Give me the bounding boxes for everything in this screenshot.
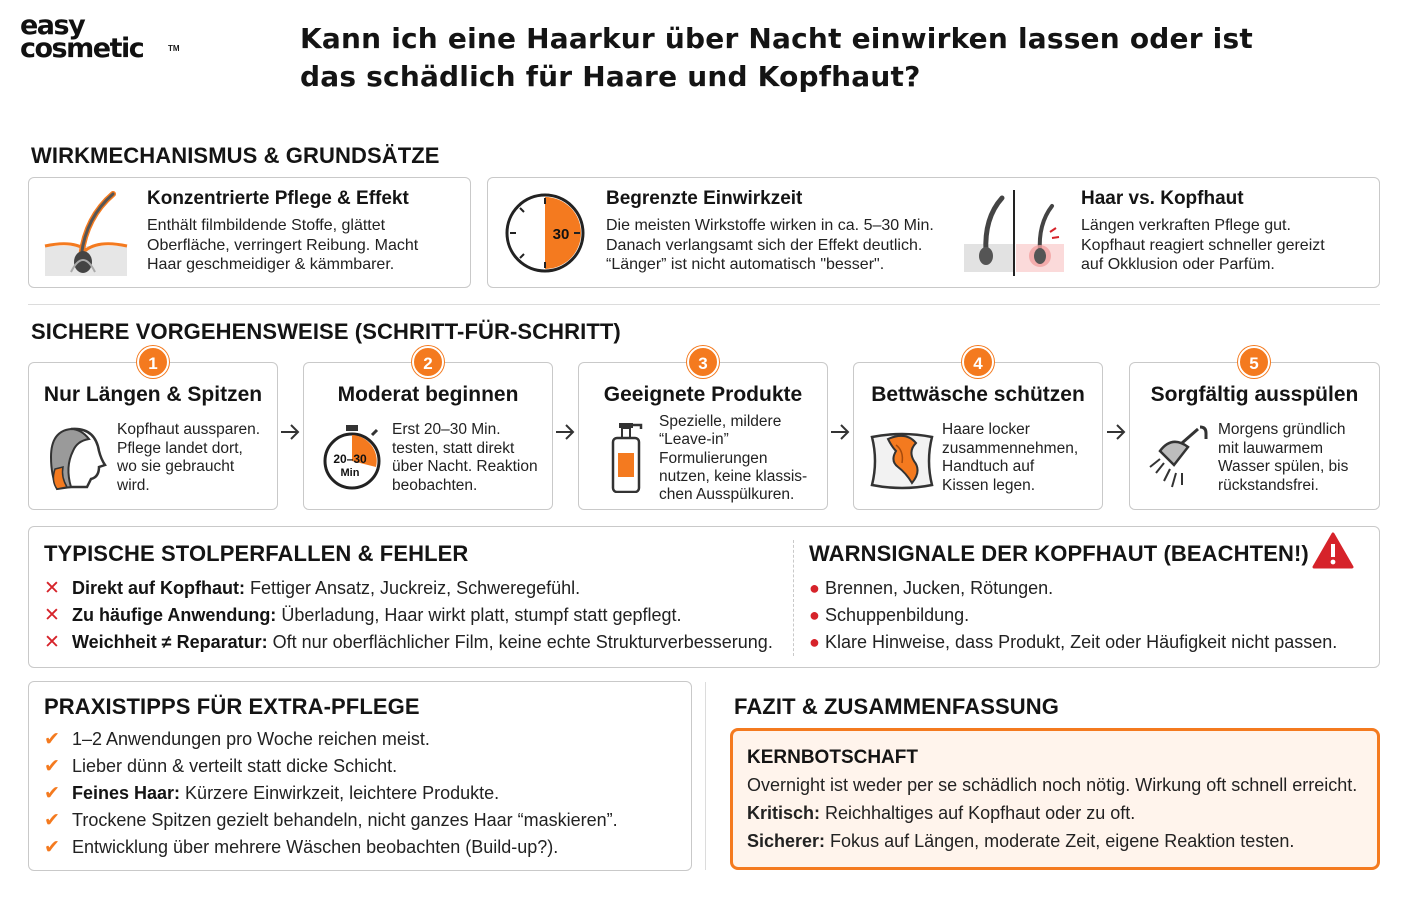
step-line: nutzen, keine klassis- bbox=[659, 467, 808, 485]
stopwatch-icon bbox=[316, 421, 388, 493]
list-item: ✔ Feines Haar: Kürzere Einwirkzeit, leichtere Produkte. bbox=[44, 780, 618, 807]
step-title: Sorgfältig ausspülen bbox=[1150, 383, 1359, 406]
pump-bottle-icon bbox=[593, 421, 665, 493]
mechanism-card-effect bbox=[28, 177, 471, 288]
bullet-icon: ● bbox=[809, 605, 820, 625]
step-line: Haare locker bbox=[942, 421, 1030, 438]
list-item: ● Brennen, Jucken, Rötungen. bbox=[809, 575, 1337, 602]
step-card-4 bbox=[853, 362, 1103, 510]
pillow-icon bbox=[866, 421, 938, 493]
step-number-4: 4 bbox=[962, 346, 994, 378]
check-icon: ✔ bbox=[44, 837, 60, 858]
step-line: rückstandsfrei. bbox=[1218, 476, 1319, 494]
pitfalls-list bbox=[44, 575, 773, 656]
list-item: ● Schuppenbildung. bbox=[809, 602, 1337, 629]
step-line: Kissen legen. bbox=[942, 476, 1036, 494]
check-icon: ✔ bbox=[44, 729, 60, 750]
arrow-right-icon bbox=[554, 422, 576, 442]
step-line: zusammennehmen, bbox=[942, 439, 1079, 457]
step-line: wird. bbox=[117, 476, 150, 494]
summary-heading: FAZIT & ZUSAMMENFASSUNG bbox=[734, 694, 1059, 719]
page-title: Kann ich eine Haarkur über Nacht einwirken lassen oder ist das schädlich für Haare und Kopfhaut? bbox=[300, 22, 1253, 93]
step-number-3: 3 bbox=[687, 346, 719, 378]
brand-trademark: TM bbox=[168, 44, 180, 53]
shower-head-icon bbox=[1142, 421, 1214, 493]
mechanism-heading: WIRKMECHANISMUS & GRUNDSÄTZE bbox=[31, 143, 440, 168]
warnings-list bbox=[809, 575, 1337, 656]
step-title: Bettwäsche schützen bbox=[871, 383, 1085, 406]
mechanism-line: Danach verlangsamt sich der Effekt deutlich. bbox=[606, 236, 923, 254]
step-line: Handtuch auf bbox=[942, 458, 1035, 475]
step-card-3 bbox=[578, 362, 828, 510]
summary-line: Sicherer: Fokus auf Längen, moderate Zeit, eigene Reaktion testen. bbox=[747, 831, 1295, 851]
mechanism-title: Konzentrierte Pflege & Effekt bbox=[147, 188, 409, 209]
stopwatch-label: 20–30 bbox=[333, 452, 367, 466]
mechanism-line: “Länger” ist nicht automatisch "besser". bbox=[606, 256, 885, 273]
list-item: ✕ Weichheit ≠ Reparatur: Oft nur oberflächlicher Film, keine echte Strukturverbesserung. bbox=[44, 629, 773, 656]
step-title: Geeignete Produkte bbox=[603, 383, 803, 406]
check-icon: ✔ bbox=[44, 783, 60, 804]
summary-box-title: KERNBOTSCHAFT bbox=[747, 747, 918, 768]
bullet-icon: ● bbox=[809, 578, 820, 598]
cross-icon: ✕ bbox=[44, 605, 60, 626]
mechanism-title: Begrenzte Einwirkzeit bbox=[606, 188, 803, 209]
mechanism-title: Haar vs. Kopfhaut bbox=[1081, 188, 1244, 209]
step-line: wo sie gebraucht bbox=[117, 458, 235, 475]
mechanism-line: Haar geschmeidiger & kämmbarer. bbox=[147, 256, 395, 273]
step-card-5 bbox=[1129, 362, 1380, 510]
step-card-2 bbox=[303, 362, 553, 510]
check-icon: ✔ bbox=[44, 756, 60, 777]
hair-vs-scalp-icon bbox=[962, 188, 1066, 278]
step-number-5: 5 bbox=[1238, 346, 1270, 378]
step-line: chen Ausspülkuren. bbox=[659, 486, 795, 504]
column-divider bbox=[793, 540, 794, 656]
mechanism-line: auf Okklusion oder Parfüm. bbox=[1081, 256, 1275, 273]
mechanism-line: Kopfhaut reagiert schneller gereizt bbox=[1081, 236, 1325, 254]
mechanism-line: Enthält filmbildende Stoffe, glättet bbox=[147, 217, 386, 234]
list-item: ✕ Zu häufige Anwendung: Überladung, Haar wirkt platt, stumpf statt gepflegt. bbox=[44, 602, 773, 629]
list-item: ✕ Direkt auf Kopfhaut: Fettiger Ansatz, Juckreiz, Schweregefühl. bbox=[44, 575, 773, 602]
step-line: Formulierungen bbox=[659, 449, 768, 467]
timer-label: 30 bbox=[552, 226, 570, 243]
mechanism-card-time-and-scalp bbox=[487, 177, 1380, 288]
step-title: Nur Längen & Spitzen bbox=[43, 383, 263, 406]
check-icon: ✔ bbox=[44, 810, 60, 831]
brand-logo bbox=[20, 10, 190, 74]
mechanism-line: Oberfläche, verringert Reibung. Macht bbox=[147, 236, 419, 254]
list-item: ● Klare Hinweise, dass Produkt, Zeit oder Häufigkeit nicht passen. bbox=[809, 629, 1337, 656]
hair-strand-icon bbox=[43, 188, 129, 278]
step-card-1 bbox=[28, 362, 278, 510]
summary-box bbox=[730, 728, 1380, 870]
tips-list bbox=[44, 726, 618, 861]
list-item: ✔ 1–2 Anwendungen pro Woche reichen meist. bbox=[44, 726, 618, 753]
step-line: Erst 20–30 Min. bbox=[392, 421, 501, 438]
step-line: “Leave-in” bbox=[659, 431, 729, 449]
step-line: Pflege landet dort, bbox=[117, 439, 243, 457]
arrow-right-icon bbox=[279, 422, 301, 442]
step-line: Kopfhaut aussparen. bbox=[117, 421, 261, 438]
list-item: ✔ Entwicklung über mehrere Wäschen beobachten (Build-up?). bbox=[44, 834, 618, 861]
warning-triangle-icon bbox=[1312, 532, 1354, 570]
step-number-2: 2 bbox=[412, 346, 444, 378]
section-divider bbox=[28, 304, 1380, 305]
step-line: mit lauwarmem bbox=[1218, 439, 1324, 457]
tips-heading: PRAXISTIPPS FÜR EXTRA-PFLEGE bbox=[44, 694, 420, 719]
warnings-heading: WARNSIGNALE DER KOPFHAUT (BEACHTEN!) bbox=[809, 541, 1309, 566]
arrow-right-icon bbox=[829, 422, 851, 442]
cross-icon: ✕ bbox=[44, 578, 60, 599]
step-line: testen, statt direkt bbox=[392, 439, 515, 457]
mechanism-line: Die meisten Wirkstoffe wirken in ca. 5–30 Min. bbox=[606, 217, 934, 234]
cross-icon: ✕ bbox=[44, 632, 60, 653]
column-divider bbox=[705, 682, 706, 870]
head-profile-icon bbox=[41, 421, 113, 493]
step-number-1: 1 bbox=[137, 346, 169, 378]
step-line: Morgens gründlich bbox=[1218, 421, 1346, 438]
step-line: Spezielle, mildere bbox=[659, 413, 782, 430]
brand-line-1: easy bbox=[20, 10, 85, 41]
stopwatch-unit: Min bbox=[340, 467, 360, 479]
brand-line-2: cosmetic bbox=[20, 33, 144, 64]
step-line: beobachten. bbox=[392, 476, 478, 494]
steps-heading: SICHERE VORGEHENSWEISE (SCHRITT-FÜR-SCHRITT) bbox=[31, 319, 621, 344]
mechanism-line: Längen verkraften Pflege gut. bbox=[1081, 217, 1291, 234]
step-line: Wasser spülen, bis bbox=[1218, 458, 1349, 475]
step-line: über Nacht. Reaktion bbox=[392, 458, 538, 475]
summary-line: Kritisch: Reichhaltiges auf Kopfhaut oder zu oft. bbox=[747, 803, 1136, 823]
step-title: Moderat beginnen bbox=[337, 383, 519, 406]
timer-icon bbox=[504, 192, 586, 274]
bullet-icon: ● bbox=[809, 632, 820, 652]
pitfalls-heading: TYPISCHE STOLPERFALLEN & FEHLER bbox=[44, 541, 469, 566]
list-item: ✔ Lieber dünn & verteilt statt dicke Schicht. bbox=[44, 753, 618, 780]
arrow-right-icon bbox=[1105, 422, 1127, 442]
list-item: ✔ Trockene Spitzen gezielt behandeln, nicht ganzes Haar “maskieren”. bbox=[44, 807, 618, 834]
summary-line: Overnight ist weder per se schädlich noch nötig. Wirkung oft schnell erreicht. bbox=[747, 775, 1358, 795]
